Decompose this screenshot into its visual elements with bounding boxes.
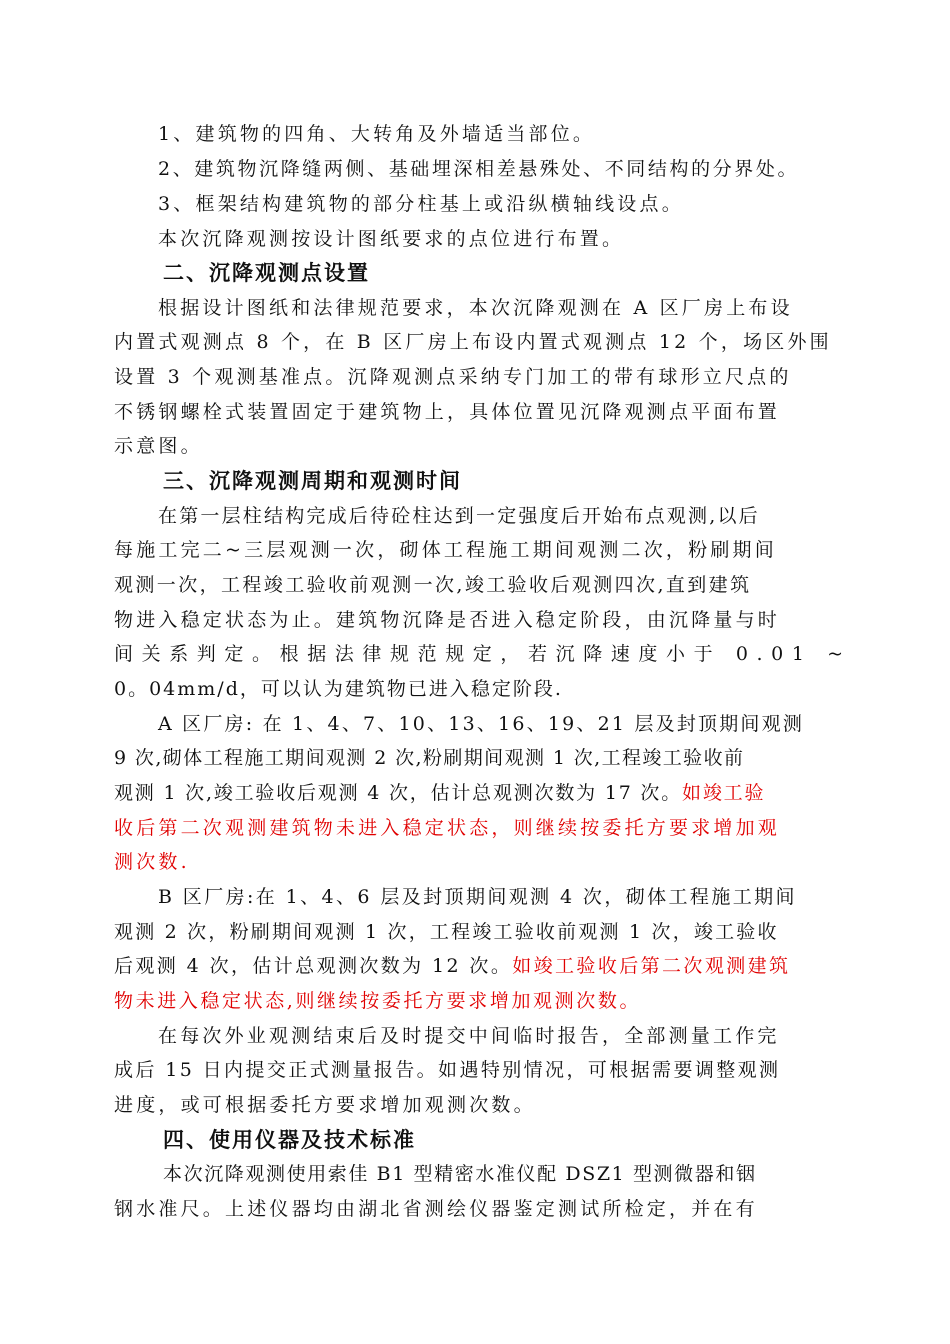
list-summary: 本次沉降观测按设计图纸要求的点位进行布置。 <box>158 228 625 250</box>
highlighted-line: 测次数. <box>114 851 190 873</box>
paragraph-line: A 区厂房: 在 1、4、7、10、13、16、19、21 层及封顶期间观测 <box>158 713 805 735</box>
paragraph-line: 不锈钢螺栓式装置固定于建筑物上，具体位置见沉降观测点平面布置 <box>114 401 781 423</box>
paragraph-line: 在每次外业观测结束后及时提交中间临时报告，全部测量工作完 <box>158 1025 780 1047</box>
paragraph-line: 每施工完二~三层观测一次，砌体工程施工期间观测二次，粉刷期间 <box>114 539 777 561</box>
list-item-1: 1、建筑物的四角、大转角及外墙适当部位。 <box>158 123 596 145</box>
paragraph-line: 本次沉降观测使用索佳 B1 型精密水准仪配 DSZ1 型测微器和铟 <box>163 1163 757 1185</box>
paragraph-line: 观测 2 次，粉刷期间观测 1 次，工程竣工验收前观测 1 次，竣工验收 <box>114 921 779 943</box>
highlighted-line: 物未进入稳定状态,则继续按委托方要求增加观测次数。 <box>114 990 642 1012</box>
paragraph-line: 根据设计图纸和法律规范要求，本次沉降观测在 A 区厂房上布设 <box>158 297 793 319</box>
paragraph-line: 0。04mm/d，可以认为建筑物已进入稳定阶段. <box>114 678 563 700</box>
section-heading-2: 二、沉降观测点设置 <box>163 260 370 285</box>
paragraph-line: 在第一层柱结构完成后待砼柱达到一定强度后开始布点观测,以后 <box>158 505 760 527</box>
paragraph-line: 9 次,砌体工程施工期间观测 2 次,粉刷期间观测 1 次,工程竣工验收前 <box>114 747 745 769</box>
paragraph-line: 钢水准尺。上述仪器均由湖北省测绘仪器鉴定测试所检定，并在有 <box>114 1198 758 1220</box>
paragraph-line: B 区厂房:在 1、4、6 层及封顶期间观测 4 次，砌体工程施工期间 <box>158 886 797 908</box>
paragraph-line: 示意图。 <box>114 435 203 457</box>
paragraph-line: 观测一次，工程竣工验收前观测一次,竣工验收后观测四次,直到建筑 <box>114 574 752 596</box>
section-heading-4: 四、使用仪器及技术标准 <box>163 1127 416 1152</box>
paragraph-text: 观测 1 次,竣工验收后观测 4 次，估计总观测次数为 17 次。 <box>114 782 683 804</box>
paragraph-line: 物进入稳定状态为止。建筑物沉降是否进入稳定阶段，由沉降量与时 <box>114 609 781 631</box>
list-item-2: 2、建筑物沉降缝两侧、基础埋深相差悬殊处、不同结构的分界处。 <box>158 158 800 180</box>
paragraph-line: 设置 3 个观测基准点。沉降观测点采纳专门加工的带有球形立尺点的 <box>114 366 792 388</box>
highlighted-line: 收后第二次观测建筑物未进入稳定状态，则继续按委托方要求增加观 <box>114 817 781 839</box>
paragraph-line: 内置式观测点 8 个，在 B 区厂房上布设内置式观测点 12 个，场区外围 <box>114 331 832 353</box>
paragraph-line: 进度，或可根据委托方要求增加观测次数。 <box>114 1094 536 1116</box>
paragraph-text: 后观测 4 次，估计总观测次数为 12 次。 <box>114 955 513 977</box>
paragraph-line: 成后 15 日内提交正式测量报告。如遇特别情况，可根据需要调整观测 <box>114 1059 781 1081</box>
highlighted-text: 如竣工验 <box>682 782 766 804</box>
section-heading-3: 三、沉降观测周期和观测时间 <box>163 468 462 493</box>
list-item-3: 3、框架结构建筑物的部分柱基上或沿纵横轴线设点。 <box>158 193 684 215</box>
highlighted-text: 如竣工验收后第二次观测建筑 <box>512 955 791 977</box>
paragraph-line <box>114 778 866 808</box>
paragraph-line <box>114 951 866 981</box>
paragraph-line: 间关系判定。根据法律规范规定，若沉降速度小于 0.01 ~ <box>114 643 852 665</box>
